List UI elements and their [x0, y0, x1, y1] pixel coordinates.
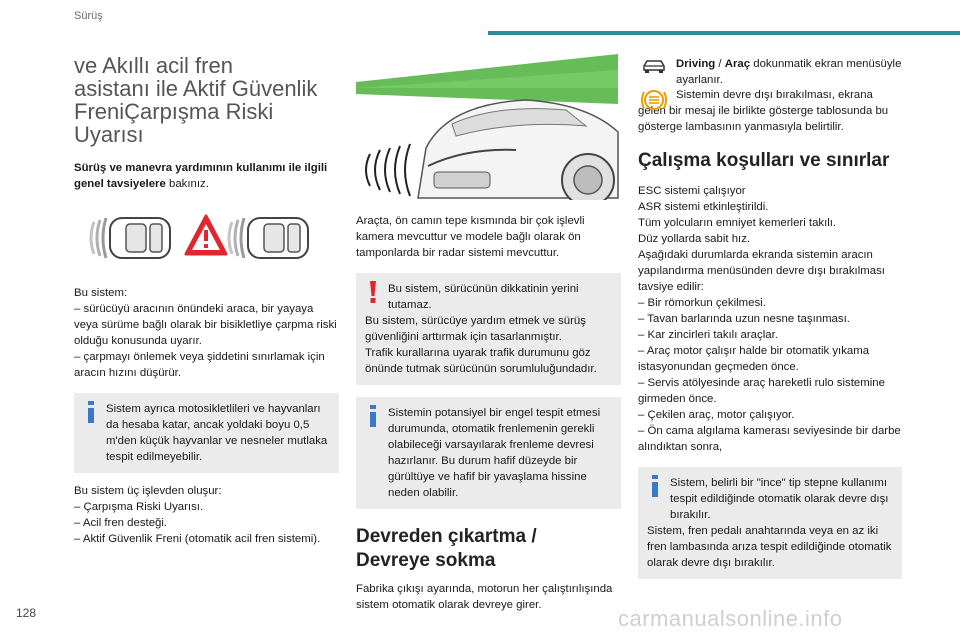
arac-label: Araç [724, 58, 751, 70]
title-line: Uyarısı [74, 122, 144, 147]
watermark: carmanualsonline.info [618, 606, 843, 631]
info-text: Sistem ayrıca motosikletlileri ve hayvanları da hesaba katar, ancak yoldaki boyu 0,5 m'den küçük hayvanlar ve nesneler mutlaka tespit edilmeyebilir. [106, 403, 328, 463]
function-item: – Çarpışma Riski Uyarısı. [74, 501, 204, 513]
column-1 [74, 54, 339, 547]
radar-waves-icon [366, 144, 410, 196]
factory-text: Fabrika çıkışı ayarında, motorun her çalıştırılışında sistem otomatik olarak devreye girer. [356, 583, 613, 611]
info-box [638, 467, 902, 579]
driving-rest: dokunmatik ekran menüsüyle ayarlanır. [676, 58, 902, 86]
condition-item: Tüm yolcuların emniyet kemerleri takılı. [638, 217, 837, 229]
page-number: 128 [16, 606, 37, 620]
rear-car-illustration [91, 218, 170, 258]
heading-line: Devreden çıkartma / [356, 526, 537, 547]
warning-text: Bu sistem, sürücüye yardım etmek ve sürüş güvenliğini arttırmak için tasarlanmıştır. [365, 315, 586, 343]
info-icon [646, 475, 664, 497]
info-icon [82, 401, 100, 423]
advice-item: – Araç motor çalışır halde bir otomatik yıkama istasyonundan geçmeden önce. [638, 345, 870, 373]
driving-text [676, 56, 902, 88]
condition-item: ESC sistemi çalışıyor [638, 185, 746, 197]
info-box [74, 393, 339, 473]
info-text: Sistemin potansiyel bir engel tespit etmesi durumunda, otomatik frenlemenin gerekli olabileceği varsayılarak frenleme devresi hazırlanır. Bu durum hafif düzeyde bir gürültüye ve hafif bir yavaşlama hissine neden olabilir. [388, 407, 601, 499]
warning-box [356, 273, 621, 385]
driving-setting-row [638, 56, 902, 88]
warning-lead: Bu sistem, sürücünün dikkatinin yerini tutamaz. [388, 283, 579, 311]
heading-line: Devreye sokma [356, 550, 496, 571]
front-car-illustration [229, 218, 308, 258]
header-accent-bar [488, 31, 960, 35]
system-item: – sürücüyü aracının önündeki araca, bir yayaya veya sürüme bağlı olarak bir bisikletliye çarpma riski olduğu konusunda uyarır. [74, 303, 337, 347]
advice-item: – Kar zincirleri takılı araçlar. [638, 329, 778, 341]
system-intro: Bu sistem: [74, 287, 128, 299]
radar-text: Araçta, ön camın tepe kısmında bir çok işlevli kamera mevcuttur ve modele bağlı olarak ön tamponlarda bir radar sistemi mevcuttur. [356, 215, 585, 259]
intro-paragraph [74, 160, 339, 192]
car-radar-illustration [356, 48, 621, 200]
advice-item: – Çekilen araç, motor çalışıyor. [638, 409, 795, 421]
info-box [356, 397, 621, 509]
driving-label: Driving [676, 58, 716, 70]
advice-item: – Tavan barlarında uzun nesne taşınması. [638, 313, 850, 325]
collision-warning-illustration [74, 204, 339, 272]
system-item: – çarpmayı önlemek veya şiddetini sınırlamak için aracın hızını düşürür. [74, 351, 325, 379]
info-lead: Sistem, belirli bir "ince" tip stepne kullanımı tespit edildiğinde otomatik olarak devre dışı bırakılır. [670, 477, 889, 521]
advice-item: – Ön cama algılama kamerası seviyesinde bir darbe alındıktan sonra, [638, 425, 901, 453]
section-heading-deactivation [356, 525, 621, 573]
car-icon [642, 58, 666, 74]
deactivation-text: Sistemin devre dışı bırakılması, ekrana gelen bir mesaj ile birlikte gösterge tablosunda bu gösterge lambasının yanmasıyla belirtilir. [638, 89, 889, 133]
section-label: Sürüş [74, 10, 103, 22]
title-line: FreniÇarpışma Riski [74, 99, 274, 124]
intro-bold: Sürüş ve manevra yardımının kullanımı ile ilgili genel tavsiyelere [74, 162, 328, 190]
functions-intro: Bu sistem üç işlevden oluşur: [74, 485, 222, 497]
column-3 [638, 56, 902, 589]
car-front-illustration [418, 100, 618, 200]
warning-icon [364, 281, 382, 303]
advice-item: – Servis atölyesinde araç hareketli rulo sistemine girmeden önce. [638, 377, 885, 405]
advice-item: – Bir römorkun çekilmesi. [638, 297, 766, 309]
section-heading-conditions: Çalışma koşulları ve sınırlar [638, 150, 890, 171]
page-title [74, 54, 339, 146]
advice-intro: Aşağıdaki durumlarda ekranda sistemin aracın yapılandırma menüsünden devre dışı bırakılması tavsiye edilir: [638, 249, 885, 293]
title-line: asistanı ile Aktif Güvenlik [74, 76, 318, 101]
driving-separator: / [715, 58, 725, 70]
condition-item: Düz yollarda sabit hız. [638, 233, 751, 245]
info-icon [364, 405, 382, 427]
warning-text: Trafik kurallarına uyarak trafik durumunu göz önünde tutmak sürücünün sorumluluğundadır. [365, 347, 597, 375]
warning-triangle-icon [186, 216, 226, 254]
function-item: – Aktif Güvenlik Freni (otomatik acil fren sistemi). [74, 533, 321, 545]
title-line: ve Akıllı acil fren [74, 53, 233, 78]
column-2 [356, 48, 621, 613]
intro-rest: bakınız. [165, 178, 209, 190]
brake-warning-lamp-icon [640, 88, 668, 112]
info-text: Sistem, fren pedalı anahtarında veya en az iki fren lambasında arıza tespit edildiğinde otomatik olarak devre dışı bırakılır. [647, 525, 892, 569]
condition-item: ASR sistemi etkinleştirildi. [638, 201, 769, 213]
function-item: – Acil fren desteği. [74, 517, 168, 529]
